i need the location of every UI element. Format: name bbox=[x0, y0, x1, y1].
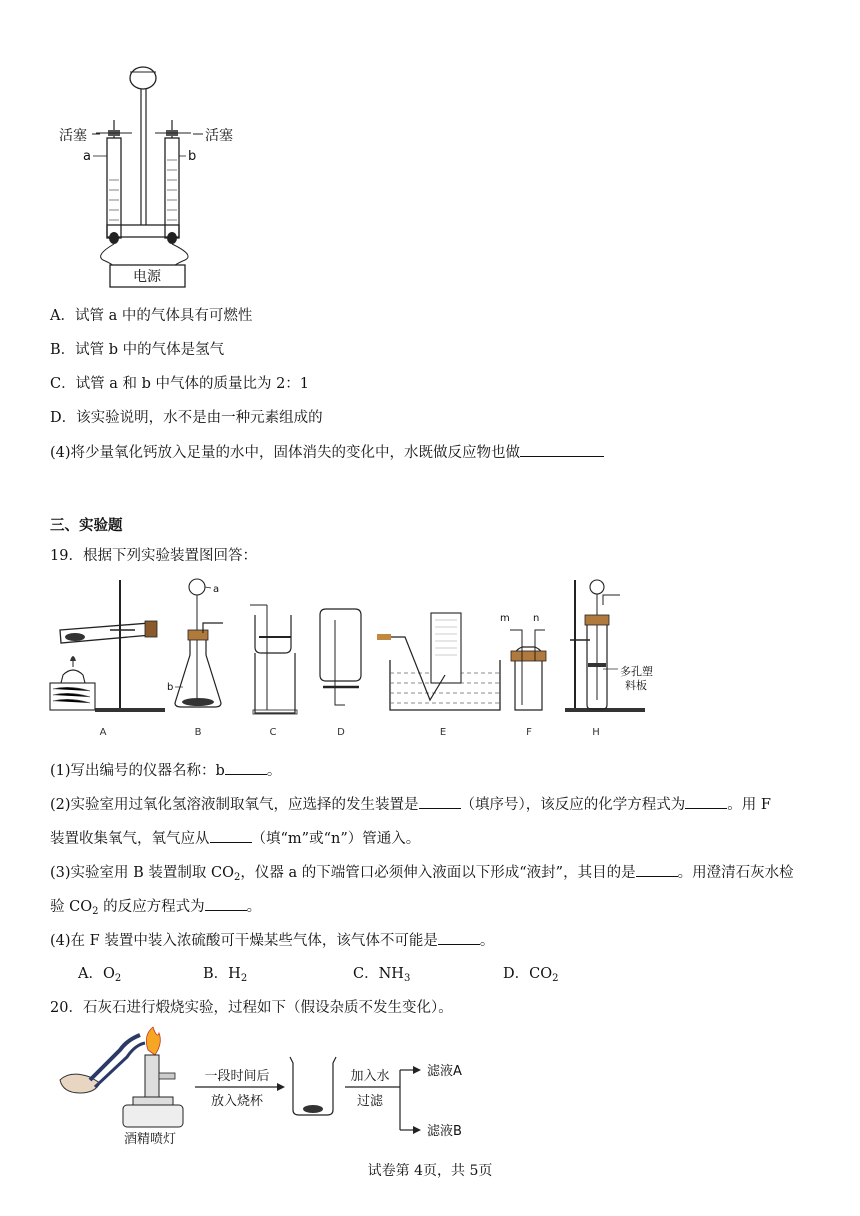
q19-option-a: A．$O_2$ bbox=[78, 966, 122, 984]
q19-stem: 19．根据下列实验装置图回答： bbox=[50, 548, 257, 564]
q19-part3-d: 验 CO bbox=[50, 899, 93, 915]
answer-blank[interactable] bbox=[205, 896, 247, 911]
q19-part2-e: （填“m”或“n”）管通入。 bbox=[251, 831, 421, 847]
q18-option-b: B．试管 b 中的气体是氢气 bbox=[50, 342, 225, 358]
tube-b-label: b bbox=[188, 149, 197, 164]
step2-bottom: 过滤 bbox=[356, 1094, 384, 1109]
mark-n: n bbox=[533, 613, 540, 624]
mark-b: b bbox=[167, 682, 174, 693]
label-e: E bbox=[439, 727, 447, 738]
label-h: H bbox=[592, 727, 600, 738]
subscript: 2 bbox=[234, 872, 241, 883]
calcination-flow-figure bbox=[45, 1025, 505, 1150]
q19-part3-line1 bbox=[50, 862, 794, 888]
q19-part3-a: (3)实验室用 B 装置制取 CO bbox=[50, 865, 235, 881]
apparatus-d bbox=[320, 609, 361, 738]
lamp-label: 酒精喷灯 bbox=[123, 1132, 177, 1147]
apparatus-h bbox=[565, 580, 653, 738]
mark-m: m bbox=[500, 613, 510, 624]
label-b: B bbox=[194, 727, 202, 738]
plate-label-2: 料板 bbox=[625, 679, 647, 692]
apparatus-b bbox=[167, 579, 223, 738]
q19-option-b: B．$H_2$ bbox=[203, 966, 248, 984]
q19-part2-c: 。用 F bbox=[727, 797, 771, 813]
q19-part2-d: 装置收集氧气，氧气应从 bbox=[50, 831, 210, 847]
q18-option-d: D．该实验说明，水不是由一种元素组成的 bbox=[50, 410, 323, 426]
apparatus-figure bbox=[45, 575, 665, 745]
plate-label-1: 多孔塑 bbox=[620, 665, 653, 678]
q19-options bbox=[78, 964, 558, 989]
answer-blank[interactable] bbox=[419, 794, 461, 809]
q19-part4-end: 。 bbox=[479, 933, 495, 949]
answer-blank[interactable] bbox=[685, 794, 727, 809]
stopcock-label-left: 活塞 bbox=[59, 128, 87, 144]
label-a: A bbox=[99, 727, 107, 738]
q19-part3-line2 bbox=[50, 896, 261, 922]
q18-option-a: A．试管 a 中的气体具有可燃性 bbox=[50, 308, 253, 324]
q19-option-c: C．$NH_3$ bbox=[353, 966, 411, 984]
filtrate-a: 滤液A bbox=[427, 1064, 462, 1079]
subscript: 2 bbox=[92, 906, 99, 917]
q18-part4 bbox=[50, 442, 604, 463]
q19-part2-line2 bbox=[50, 828, 420, 849]
step1-bottom: 放入烧杯 bbox=[210, 1094, 264, 1109]
q19-part4 bbox=[50, 930, 494, 951]
q19-part3-f: 。 bbox=[246, 899, 262, 915]
answer-blank[interactable] bbox=[520, 442, 604, 457]
q19-part4-text: (4)在 F 装置中装入浓硫酸可干燥某些气体，该气体不可能是 bbox=[50, 933, 438, 949]
answer-blank[interactable] bbox=[210, 828, 252, 843]
step2-top: 加入水 bbox=[350, 1069, 390, 1084]
q20-stem: 20．石灰石进行煅烧实验，过程如下（假设杂质不发生变化）。 bbox=[50, 1000, 453, 1016]
answer-blank[interactable] bbox=[636, 862, 678, 877]
electrolysis-figure bbox=[55, 60, 255, 290]
power-label: 电源 bbox=[133, 269, 161, 285]
q19-part2-a: (2)实验室用过氧化氢溶液制取氧气，应选择的发生装置是 bbox=[50, 797, 419, 813]
filtrate-b: 滤液B bbox=[427, 1124, 462, 1139]
answer-blank[interactable] bbox=[438, 930, 480, 945]
label-f: F bbox=[526, 727, 532, 738]
q19-part1-text: (1)写出编号的仪器名称：b bbox=[50, 763, 225, 779]
apparatus-e bbox=[377, 613, 500, 738]
q19-part3-b: ，仪器 a 的下端管口必须伸入液面以下形成“液封”，其目的是 bbox=[240, 865, 636, 881]
apparatus-a bbox=[50, 580, 165, 738]
step1-top: 一段时间后 bbox=[204, 1069, 270, 1084]
q19-part1-end: 。 bbox=[266, 763, 282, 779]
mark-a: a bbox=[213, 584, 220, 595]
apparatus-f bbox=[500, 613, 546, 738]
q19-part1 bbox=[50, 760, 281, 781]
q19-part3-c: 。用澄清石灰水检 bbox=[677, 865, 794, 881]
apparatus-c bbox=[250, 605, 297, 738]
q18-part4-text: (4)将少量氧化钙放入足量的水中，固体消失的变化中，水既做反应物也做 bbox=[50, 445, 521, 461]
label-c: C bbox=[269, 727, 277, 738]
q19-part2-b: （填序号），该反应的化学方程式为 bbox=[460, 797, 686, 813]
q19-part2-line1 bbox=[50, 794, 771, 815]
answer-blank[interactable] bbox=[225, 760, 267, 775]
tube-a-label: a bbox=[83, 149, 91, 164]
label-d: D bbox=[337, 727, 345, 738]
q18-option-c: C．试管 a 和 b 中气体的质量比为 2：1 bbox=[50, 376, 310, 392]
page-footer: 试卷第 4页，共 5页 bbox=[367, 1163, 493, 1179]
section-title: 三、实验题 bbox=[50, 517, 123, 534]
q19-option-d: D．$CO_2$ bbox=[503, 966, 559, 984]
stopcock-label-right: 活塞 bbox=[205, 128, 233, 144]
q19-part3-e: 的反应方程式为 bbox=[98, 899, 205, 915]
